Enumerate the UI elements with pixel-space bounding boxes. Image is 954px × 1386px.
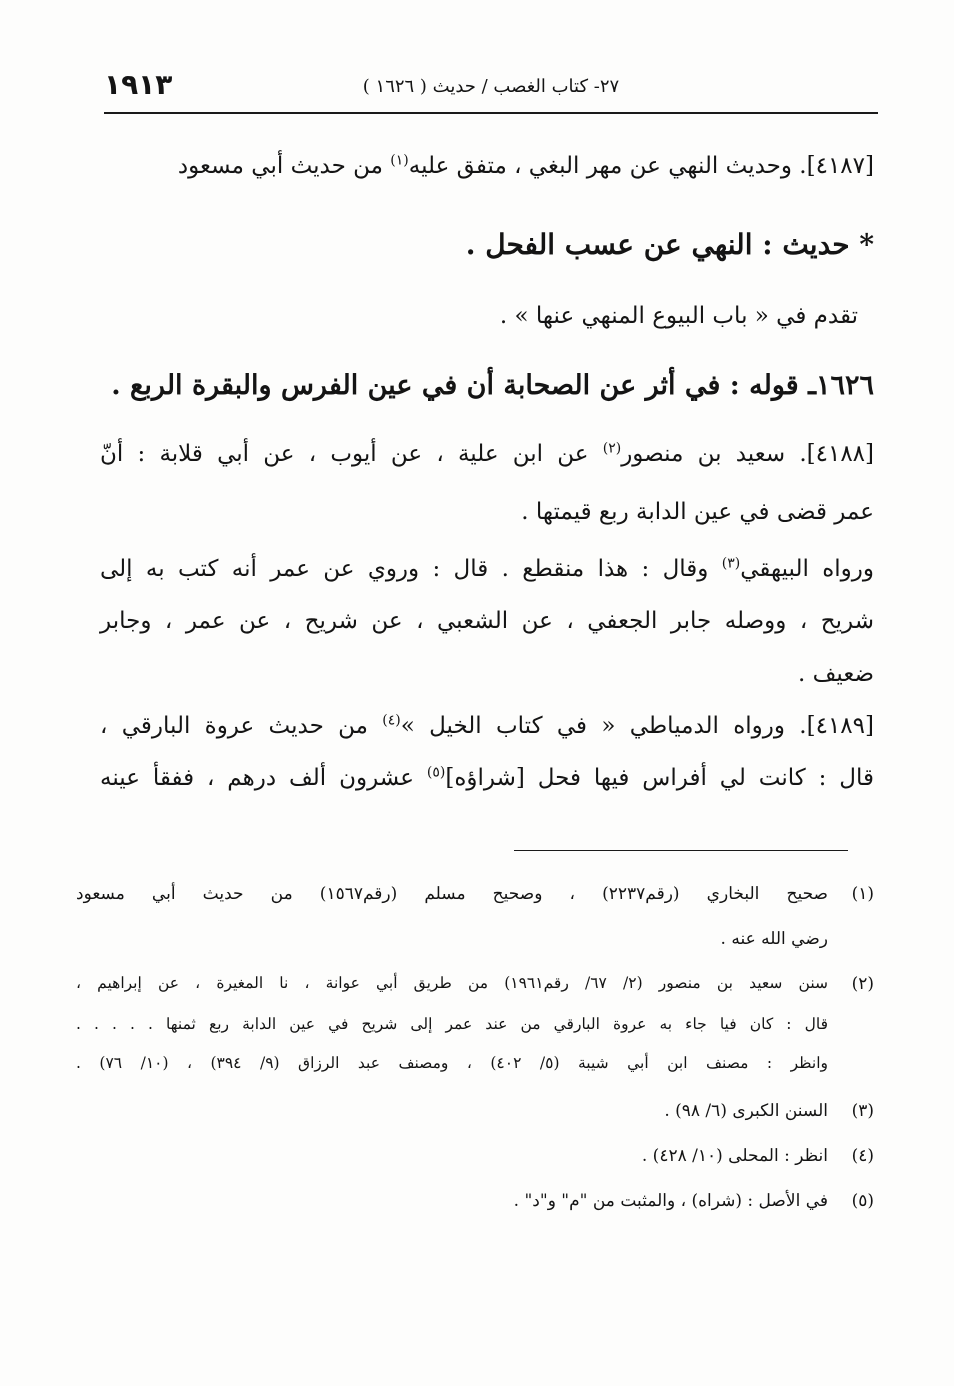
footnote-number: (٣) xyxy=(851,1101,874,1121)
hadith-heading-1626: ١٦٢٦ـ قوله : في أثر عن الصحابة أن في عين الفرس والبقرة الربع . xyxy=(111,370,874,401)
footnote-ref-1: (١) xyxy=(390,152,409,169)
cross-reference: تقدم في « باب البيوع المنهي عنها » . xyxy=(499,303,858,329)
footnote-4: انظر : المحلى (١٠/ ٤٢٨) . xyxy=(641,1146,828,1166)
paragraph-line: قال : كانت لي أفراس فيها فحل [شراؤه]$^{(٥)}$ عشرون ألف درهم ، ففقأ عينه xyxy=(100,764,875,791)
footnote-1: صحيح البخاري (رقم٢٢٣٧) ، وصحيح مسلم (رقم١٥٦٧) من حديث أبي مسعود xyxy=(76,884,828,904)
hadith-4187: [٤١٨٧]. وحديث النهي عن مهر البغي ، متفق عليه$^{(١)}$ من حديث أبي مسعود xyxy=(177,152,874,179)
footnote-5: في الأصل : (شراه) ، والمثبت من "م" و"د" . xyxy=(513,1191,828,1211)
footnote-2-cont: وانظر : مصنف ابن أبي شيبة (٥/ ٤٠٢) ، ومصنف عبد الرزاق (٩/ ٣٩٤) ، (١٠/ ٧٦) . xyxy=(76,1054,828,1072)
footnote-3: السنن الكبرى (٦/ ٩٨) . xyxy=(664,1101,828,1121)
running-title: ٢٧- كتاب الغصب / حديث ( ١٦٢٦ ) xyxy=(362,76,620,97)
paragraph-line: ضعيف . xyxy=(798,661,874,687)
paragraph-line: ورواه البيهقي$^{(٣)}$ وقال : هذا منقطع . قال : وروي عن عمر أنه كتب به إلى xyxy=(100,555,874,582)
hadith-4189: [٤١٨٩]. ورواه الدمياطي « في كتاب الخيل »$^{(٤)}$ من حديث عروة البارقي ، xyxy=(100,712,874,739)
footnote-2-cont: قال : كان فيا جاء به عروة البارقي من عند عمر إلى شريح في عين الدابة ربع ثمنها . . . . . xyxy=(76,1015,828,1033)
footnote-number: (٥) xyxy=(851,1191,874,1211)
paragraph-line: شريح ، ووصله جابر الجعفي ، عن الشعبي ، عن شريح ، عن عمر ، وجابر xyxy=(100,608,874,634)
footnote-1-cont: رضي الله عنه . xyxy=(720,929,828,949)
footnote-ref-2: (٢) xyxy=(602,440,622,457)
footnote-number: (٤) xyxy=(851,1146,874,1166)
section-heading: * حديث : النهي عن عسب الفحل . xyxy=(465,228,874,261)
footnote-2: سنن سعيد بن منصور (٢/ ٦٧/ رقم١٩٦١) من طريق أبي عوانة ، نا المغيرة ، عن إبراهيم ، xyxy=(76,974,829,992)
hadith-4188: [٤١٨٨]. سعيد بن منصور$^{(٢)}$ عن ابن علية ، عن أيوب ، عن أبي قلابة : أنّ xyxy=(100,440,875,467)
page-header xyxy=(104,62,878,114)
footnote-ref-4: (٤) xyxy=(382,712,401,729)
footnote-number: (٢) xyxy=(851,974,874,994)
footnote-separator xyxy=(514,850,848,851)
page-number: ١٩١٣ xyxy=(104,68,173,101)
footnote-ref-3: (٣) xyxy=(721,555,741,572)
footnote-ref-5: (٥) xyxy=(426,764,446,781)
paragraph-line: عمر قضى في عين الدابة ربع قيمتها . xyxy=(521,499,874,525)
footnote-number: (١) xyxy=(851,884,874,904)
